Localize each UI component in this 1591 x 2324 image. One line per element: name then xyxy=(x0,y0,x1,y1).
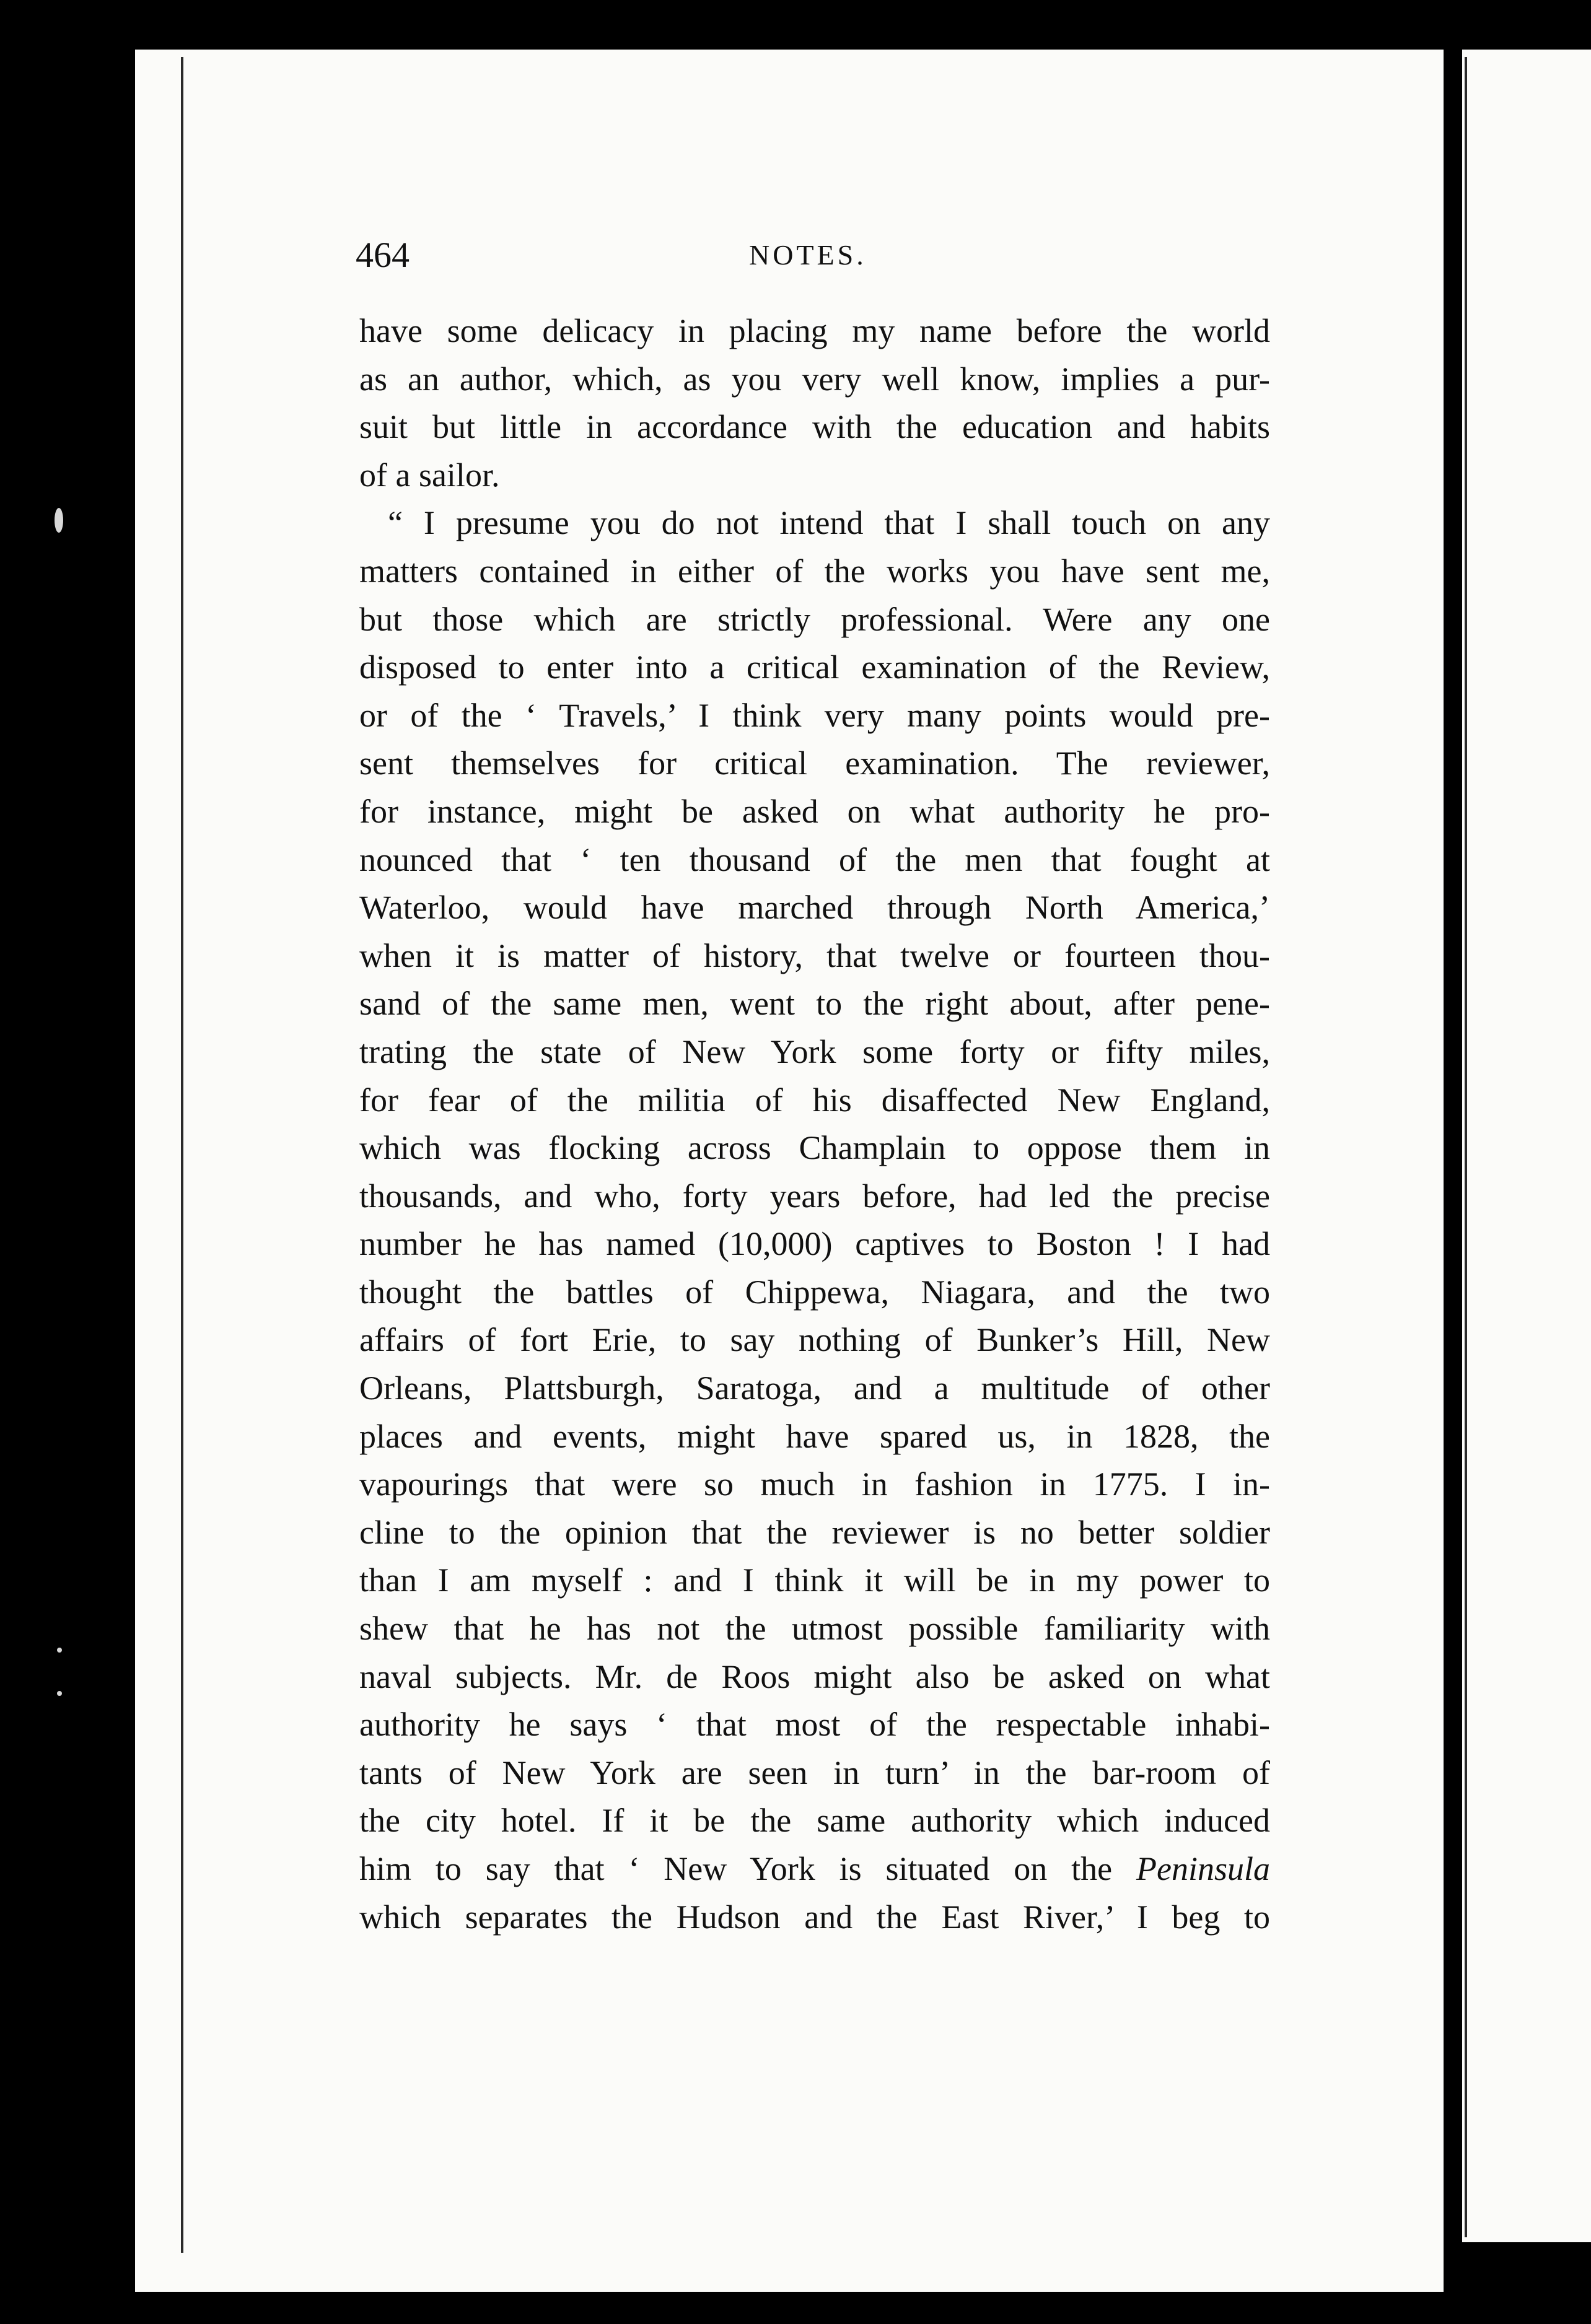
text-line: authority he says ‘ that most of the respectable inhabi- xyxy=(359,1706,1270,1744)
text-line: when it is matter of history, that twelve or fourteen thou- xyxy=(359,937,1270,974)
running-head xyxy=(356,230,1273,280)
body-text xyxy=(359,307,1270,1941)
text-line: which was flocking across Champlain to oppose them in xyxy=(359,1129,1270,1167)
text-line: suit but little in accordance with the education and habits xyxy=(359,408,1270,446)
text-line: affairs of fort Erie, to say nothing of Bunker’s Hill, New xyxy=(359,1321,1270,1359)
text-line: trating the state of New York some forty or fifty miles, xyxy=(359,1033,1270,1070)
text-line: disposed to enter into a critical examination of the Review, xyxy=(359,649,1270,686)
text-line: sand of the same men, went to the right about, after pene- xyxy=(359,985,1270,1023)
text-line: as an author, which, as you very well know, implies a pur- xyxy=(359,360,1270,398)
running-title: NOTES. xyxy=(749,239,867,271)
text-line: thought the battles of Chippewa, Niagara, and the two xyxy=(359,1273,1270,1311)
margin-speck xyxy=(57,1691,62,1696)
text-line: which separates the Hudson and the East River,’ I beg to xyxy=(359,1898,1270,1936)
text-line: vapourings that were so much in fashion in 1775. I in- xyxy=(359,1466,1270,1503)
text-line: nounced that ‘ ten thousand of the men that fought at xyxy=(359,841,1270,878)
text-line: of a sailor. xyxy=(359,456,500,494)
page-edge-rule xyxy=(181,57,183,2253)
text-line: for instance, might be asked on what authority he pro- xyxy=(359,792,1270,830)
text-line: number he has named (10,000) captives to Boston ! I had xyxy=(359,1225,1270,1263)
margin-speck xyxy=(55,508,63,533)
page-number: 464 xyxy=(356,235,410,275)
text-line: but those which are strictly professional. Were any one xyxy=(359,600,1270,638)
text-line: the city hotel. If it be the same authority which induced xyxy=(359,1802,1270,1840)
text-line: places and events, might have spared us, in 1828, the xyxy=(359,1417,1270,1455)
text-line xyxy=(359,1845,1270,1894)
text-line: tants of New York are seen in turn’ in the bar-room of xyxy=(359,1754,1270,1791)
text-line: or of the ‘ Travels,’ I think very many points would pre- xyxy=(359,696,1270,734)
text-line: sent themselves for critical examination. The reviewer, xyxy=(359,745,1270,782)
text-line: have some delicacy in placing my name before the world xyxy=(359,312,1270,349)
text-line: than I am myself : and I think it will be in my power to xyxy=(359,1562,1270,1599)
text-line: cline to the opinion that the reviewer is no better soldier xyxy=(359,1513,1270,1551)
margin-speck xyxy=(57,1648,62,1653)
text-line: shew that he has not the utmost possible familiarity with xyxy=(359,1610,1270,1648)
text-line-segment: him to say that ‘ New York is situated on the xyxy=(359,1850,1113,1887)
italic-word: Peninsula xyxy=(1136,1850,1270,1887)
next-page-rule xyxy=(1465,57,1467,2237)
next-page-edge xyxy=(1462,50,1591,2242)
text-line: thousands, and who, forty years before, had led the precise xyxy=(359,1177,1270,1215)
text-line: for fear of the militia of his disaffected New England, xyxy=(359,1081,1270,1119)
text-line: Waterloo, would have marched through North America,’ xyxy=(359,889,1270,927)
text-line: “ I presume you do not intend that I shall touch on any xyxy=(388,504,1270,542)
text-line: matters contained in either of the works you have sent me, xyxy=(359,552,1270,590)
text-line: Orleans, Plattsburgh, Saratoga, and a multitude of other xyxy=(359,1370,1270,1407)
text-line: naval subjects. Mr. de Roos might also be asked on what xyxy=(359,1658,1270,1695)
